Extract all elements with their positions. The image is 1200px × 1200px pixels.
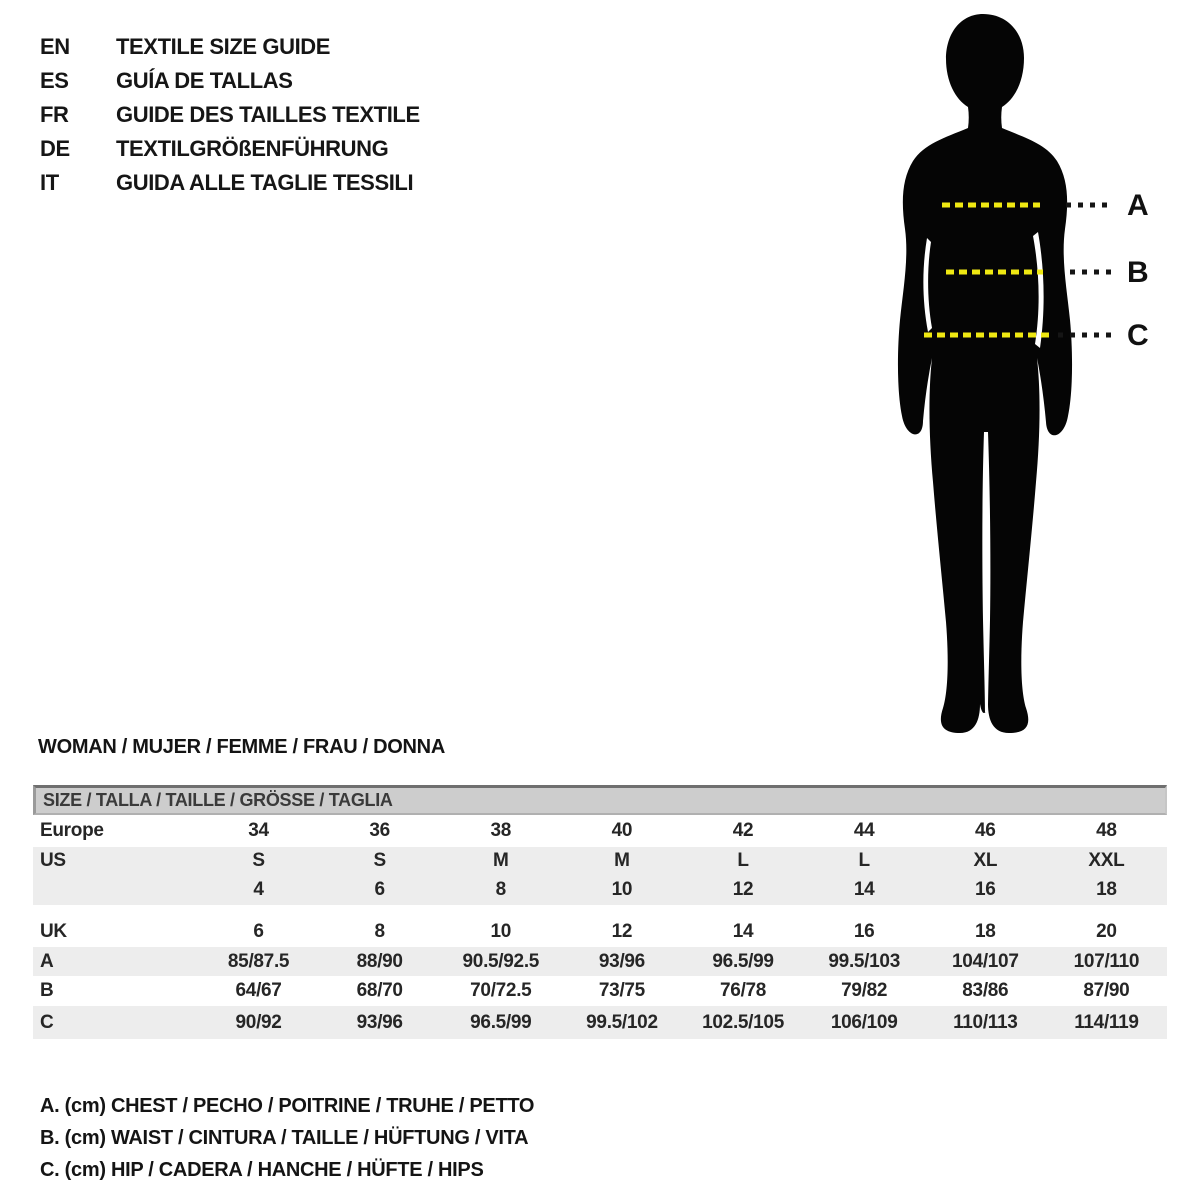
row-label: A (40, 950, 54, 972)
size-cell: 87/90 (1083, 980, 1130, 1001)
size-cell: 16 (975, 879, 996, 900)
size-cell: M (614, 850, 630, 871)
legend-item-hip: C. (cm) HIP / CADERA / HANCHE / HÜFTE / HIPS (40, 1158, 484, 1181)
size-cell: 44 (853, 820, 875, 841)
size-cell: 4 (253, 879, 264, 900)
size-cell: 99.5/102 (586, 1011, 658, 1033)
figure-panel (880, 0, 1200, 760)
measure-label-chest: A (1127, 189, 1149, 222)
size-cell: 14 (732, 920, 754, 942)
measurement-legend (40, 1090, 534, 1186)
size-cell: XL (973, 850, 998, 871)
size-cell: 102.5/105 (702, 1011, 784, 1033)
language-title: GUÍA DE TALLAS (116, 68, 293, 93)
language-row (40, 98, 420, 132)
size-cell: 8 (374, 920, 385, 942)
table-row-chest (33, 947, 1167, 976)
size-cell: 10 (611, 879, 633, 900)
table-row-uk (33, 916, 1167, 947)
size-cell: 106/109 (830, 1011, 898, 1033)
size-cell: 40 (611, 820, 633, 841)
language-row (40, 166, 420, 200)
size-table-header (33, 785, 1167, 815)
size-cell: 12 (611, 920, 633, 942)
size-cell: 70/72.5 (470, 980, 532, 1001)
size-cell: 46 (975, 820, 996, 841)
size-cell: 90.5/92.5 (462, 950, 540, 972)
table-row-waist (33, 976, 1167, 1006)
size-cell: 104/107 (952, 950, 1019, 972)
language-code: FR (40, 102, 69, 127)
table-row-europe (33, 815, 1167, 847)
size-cell: 6 (374, 879, 385, 900)
size-cell: 34 (248, 820, 269, 841)
size-cell: 96.5/99 (470, 1011, 532, 1033)
woman-silhouette-figure (880, 0, 1200, 760)
size-cell: 110/113 (953, 1011, 1018, 1033)
size-cell: 10 (490, 920, 512, 942)
size-cell: 68/70 (356, 980, 403, 1001)
size-table-header-label: SIZE / TALLA / TAILLE / GRÖSSE / TAGLIA (43, 790, 393, 810)
size-cell: 93/96 (356, 1011, 403, 1033)
size-cell: 42 (732, 820, 754, 841)
size-cell: L (858, 850, 870, 871)
legend-item-chest: A. (cm) CHEST / PECHO / POITRINE / TRUHE / PETTO (40, 1094, 535, 1117)
size-cell: 76/78 (720, 980, 767, 1001)
size-cell: 114/119 (1074, 1011, 1139, 1033)
language-code: IT (40, 170, 59, 195)
language-code: ES (40, 68, 69, 93)
size-cell: 90/92 (235, 1011, 282, 1033)
size-cell: 18 (1096, 879, 1117, 900)
table-row-us-letters (33, 847, 1167, 875)
language-row (40, 132, 420, 166)
language-title: TEXTILGRÖßENFÜHRUNG (116, 136, 389, 161)
size-cell: 48 (1096, 820, 1117, 841)
size-cell: 38 (490, 820, 512, 841)
table-spacer (33, 905, 1167, 916)
language-code: EN (40, 34, 70, 59)
size-cell: 64/67 (235, 980, 282, 1001)
size-cell: 93/96 (598, 950, 645, 972)
size-cell: L (737, 850, 749, 871)
measure-label-hip: C (1127, 319, 1149, 352)
size-table (33, 785, 1167, 1039)
size-cell: S (252, 850, 265, 871)
size-cell: 12 (732, 879, 754, 900)
language-title: TEXTILE SIZE GUIDE (116, 34, 331, 59)
row-label: US (40, 850, 66, 871)
language-list (40, 30, 420, 200)
legend-item-waist: B. (cm) WAIST / CINTURA / TAILLE / HÜFTUNG / VITA (40, 1126, 529, 1149)
size-cell: 6 (253, 920, 264, 942)
size-cell: 99.5/103 (828, 950, 900, 972)
size-cell: 16 (853, 920, 875, 942)
measure-label-waist: B (1127, 256, 1149, 289)
size-cell: XXL (1088, 850, 1125, 871)
size-cell: 8 (495, 879, 506, 900)
row-label: B (40, 980, 54, 1001)
size-cell: 83/86 (962, 980, 1009, 1001)
size-cell: 20 (1096, 920, 1117, 942)
size-cell: 107/110 (1073, 950, 1140, 972)
size-cell: S (373, 850, 386, 871)
language-row (40, 30, 420, 64)
language-title: GUIDA ALLE TAGLIE TESSILI (116, 170, 414, 195)
size-cell: 79/82 (841, 980, 888, 1001)
table-row-hip (33, 1006, 1167, 1039)
size-cell: 88/90 (356, 950, 403, 972)
size-cell: 36 (369, 820, 390, 841)
size-cell: M (493, 850, 509, 871)
size-cell: 85/87.5 (227, 950, 290, 972)
size-cell: 96.5/99 (712, 950, 774, 972)
size-cell: 73/75 (598, 980, 645, 1001)
section-title-woman: WOMAN / MUJER / FEMME / FRAU / DONNA (38, 736, 445, 758)
size-cell: 14 (853, 879, 875, 900)
language-row (40, 64, 420, 98)
size-cell: 18 (975, 920, 996, 942)
language-code: DE (40, 136, 70, 161)
row-label: C (40, 1011, 54, 1033)
language-title: GUIDE DES TAILLES TEXTILE (116, 102, 420, 127)
table-row-us-numbers (33, 875, 1167, 905)
row-label: UK (40, 920, 67, 942)
row-label: Europe (40, 820, 104, 841)
